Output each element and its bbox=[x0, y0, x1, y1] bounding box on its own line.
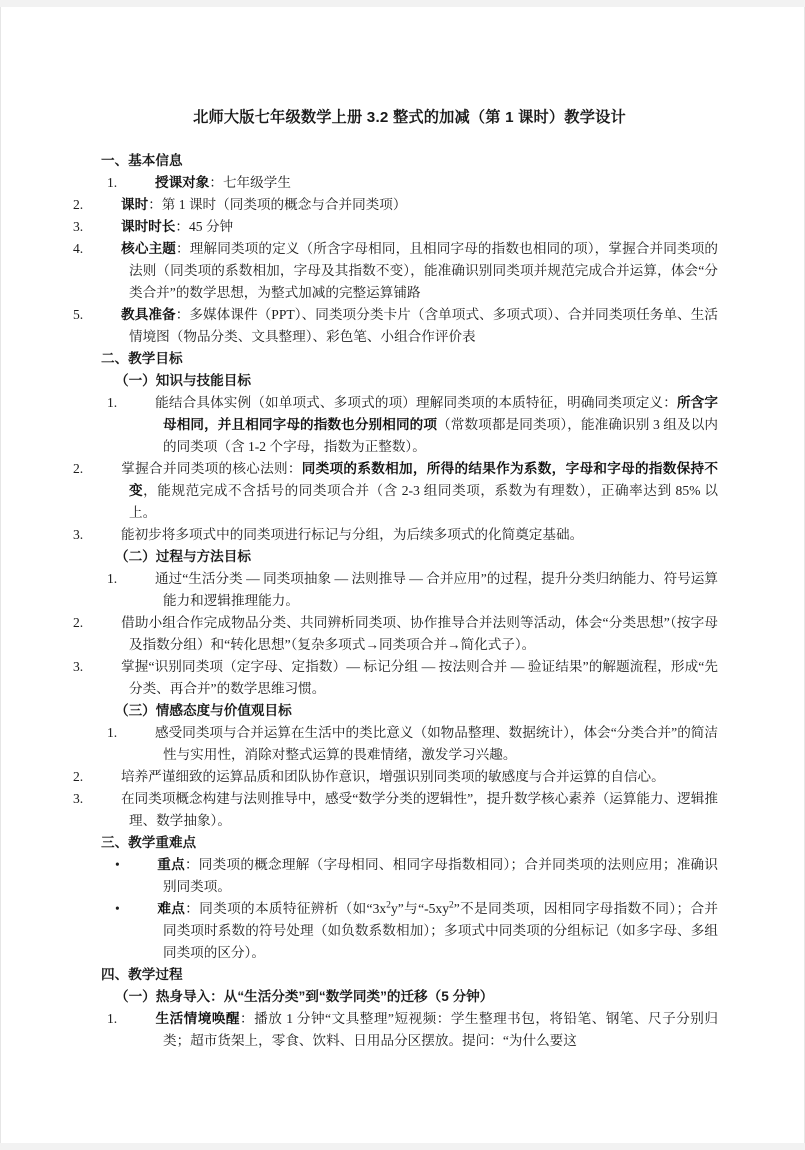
item-text-bold: 所含字母相同，并且相同字母的指数也分别相同的项 bbox=[163, 394, 719, 432]
item-number: 3. bbox=[73, 791, 84, 807]
item-label: 教具准备 bbox=[121, 306, 176, 322]
item-text-part2: y”与“-5xy bbox=[390, 901, 450, 917]
section-heading-basic-info: 一、基本信息 bbox=[101, 152, 183, 168]
item-text: 在同类项概念构建与法则推导中，感受“数学分类的逻辑性”，提升数学核心素养（运算能力、逻辑推理、数学抽象）。 bbox=[121, 791, 718, 829]
basic-info-item-1 bbox=[101, 172, 718, 194]
document-page bbox=[0, 7, 805, 1143]
document-title: 北师大版七年级数学上册 3.2 整式的加减（第 1 课时）教学设计 bbox=[193, 109, 626, 126]
section-heading-key-difficulties: 三、教学重难点 bbox=[101, 835, 197, 851]
basic-info-item-4 bbox=[73, 238, 719, 304]
bullet-icon: • bbox=[115, 901, 120, 917]
item-label: 课时时长 bbox=[121, 218, 176, 234]
item-text: 能初步将多项式中的同类项进行标记与分组，为后续多项式的化简奠定基础。 bbox=[121, 527, 584, 543]
item-text: ：理解同类项的定义（所含字母相同，且相同字母的指数也相同的项），掌握合并同类项的法则（同类项的系数相加，字母及其指数不变），能准确识别同类项并规范完成合并运算，体会“分类合并”的数学思想，为整式加减的完整运算铺路 bbox=[129, 240, 719, 300]
item-number: 1. bbox=[107, 725, 118, 741]
knowledge-goal-item-1 bbox=[101, 392, 718, 458]
section-heading-teaching-goals: 二、教学目标 bbox=[101, 350, 183, 366]
item-text-part1: 掌握合并同类项的核心法则： bbox=[121, 461, 302, 477]
item-text-part2: ，能规范完成不含括号的同类项合并（含 2-3 组同类项，系数为有理数），正确率达到 85% 以上。 bbox=[129, 483, 718, 521]
item-text-part1: 能结合具体实例（如单项式、多项式的项）理解同类项的本质特征，明确同类项定义： bbox=[155, 394, 677, 410]
item-number: 3. bbox=[73, 659, 84, 675]
item-number: 3. bbox=[73, 218, 84, 234]
item-number: 2. bbox=[73, 196, 84, 212]
knowledge-goal-item-3 bbox=[73, 524, 718, 546]
key-point-item bbox=[101, 854, 718, 898]
item-label: 课时 bbox=[121, 196, 149, 212]
item-text: 借助小组合作完成物品分类、共同辨析同类项、协作推导合并法则等活动，体会“分类思想”（按字母及指数分组）和“转化思想”（复杂多项式→同类项合并→简化式子）。 bbox=[121, 615, 718, 653]
bullet-icon: • bbox=[115, 857, 120, 873]
section-heading-teaching-process: 四、教学过程 bbox=[101, 967, 183, 983]
warmup-item-1 bbox=[101, 1008, 718, 1052]
item-number: 1. bbox=[107, 571, 118, 587]
item-number: 1. bbox=[107, 1011, 118, 1027]
basic-info-item-3 bbox=[73, 216, 718, 238]
subsection-heading-emotion-goals: （三）情感态度与价值观目标 bbox=[115, 703, 292, 719]
basic-info-item-2 bbox=[73, 194, 718, 216]
item-text-bold: 同类项的系数相加，所得的结果作为系数，字母和字母的指数保持不变 bbox=[129, 461, 719, 499]
item-number: 1. bbox=[107, 394, 118, 410]
item-number: 3. bbox=[73, 527, 84, 543]
item-text: 通过“生活分类 — 同类项抽象 — 法则推导 — 合并应用”的过程，提升分类归纳能力、符号运算能力和逻辑推理能力。 bbox=[155, 571, 718, 609]
item-text: ：七年级学生 bbox=[209, 174, 291, 190]
item-label: 核心主题 bbox=[121, 240, 177, 256]
emotion-goal-item-1 bbox=[101, 722, 718, 766]
item-text: ：第 1 课时（同类项的概念与合并同类项） bbox=[148, 196, 407, 212]
emotion-goal-item-3 bbox=[73, 788, 718, 832]
superscript-exponent: 2 bbox=[386, 900, 391, 911]
item-text: ：同类项的概念理解（字母相同、相同字母指数相同）；合并同类项的法则应用；准确识别同类项。 bbox=[163, 857, 718, 895]
difficulty-point-item bbox=[101, 898, 718, 964]
item-text: 感受同类项与合并运算在生活中的类比意义（如物品整理、数据统计），体会“分类合并”的简洁性与实用性，消除对整式运算的畏难情绪，激发学习兴趣。 bbox=[155, 725, 718, 763]
knowledge-goal-item-2 bbox=[73, 458, 719, 524]
process-goal-item-1 bbox=[101, 568, 718, 612]
item-text: 掌握“识别同类项（定字母、定指数）— 标记分组 — 按法则合并 — 验证结果”的解题流程，形成“先分类、再合并”的数学思维习惯。 bbox=[121, 659, 718, 697]
item-text: 培养严谨细致的运算品质和团队协作意识，增强识别同类项的敏感度与合并运算的自信心。 bbox=[121, 769, 665, 785]
process-goal-item-2 bbox=[73, 612, 718, 656]
process-goal-item-3 bbox=[73, 656, 718, 700]
item-label: 授课对象 bbox=[155, 174, 210, 190]
item-text-part1: ：同类项的本质特征辨析（如“3x bbox=[185, 901, 387, 917]
basic-info-item-5 bbox=[73, 304, 719, 348]
item-label: 生活情境唤醒 bbox=[155, 1011, 241, 1027]
subsection-heading-knowledge-goals: （一）知识与技能目标 bbox=[115, 372, 251, 388]
item-text: ：播放 1 分钟“文具整理”短视频：学生整理书包，将铅笔、钢笔、尺子分别归类；超市货架上，零食、饮料、日用品分区摆放。提问：“为什么要这 bbox=[163, 1011, 718, 1049]
item-number: 2. bbox=[73, 769, 84, 785]
page-content bbox=[1, 7, 804, 1052]
item-text-part2: （常数项都是同类项），能准确识别 3 组及以内的同类项（含 1-2 个字母，指数为正整数）。 bbox=[163, 416, 718, 454]
item-text: ：45 分钟 bbox=[175, 218, 234, 234]
item-label: 难点 bbox=[157, 901, 186, 917]
item-number: 2. bbox=[73, 461, 84, 477]
subsection-heading-process-goals: （二）过程与方法目标 bbox=[115, 549, 251, 565]
emotion-goal-item-2 bbox=[73, 766, 718, 788]
item-number: 2. bbox=[73, 615, 84, 631]
item-label: 重点 bbox=[157, 857, 185, 873]
item-number: 5. bbox=[73, 306, 84, 322]
item-number: 1. bbox=[107, 174, 118, 190]
item-text: ：多媒体课件（PPT）、同类项分类卡片（含单项式、多项式项）、合并同类项任务单、生活情境图（物品分类、文具整理）、彩色笔、小组合作评价表 bbox=[129, 306, 719, 344]
superscript-exponent: 2 bbox=[449, 900, 454, 911]
subsection-heading-warmup: （一）热身导入：从“生活分类”到“数学同类”的迁移（5 分钟） bbox=[115, 989, 494, 1005]
item-text-part3: ”不是同类项，因相同字母指数不同）；合并同类项时系数的符号处理（如负数系数相加）；多项式中同类项的分组标记（如多字母、多组同类项的区分）。 bbox=[163, 901, 718, 961]
item-number: 4. bbox=[73, 240, 84, 256]
